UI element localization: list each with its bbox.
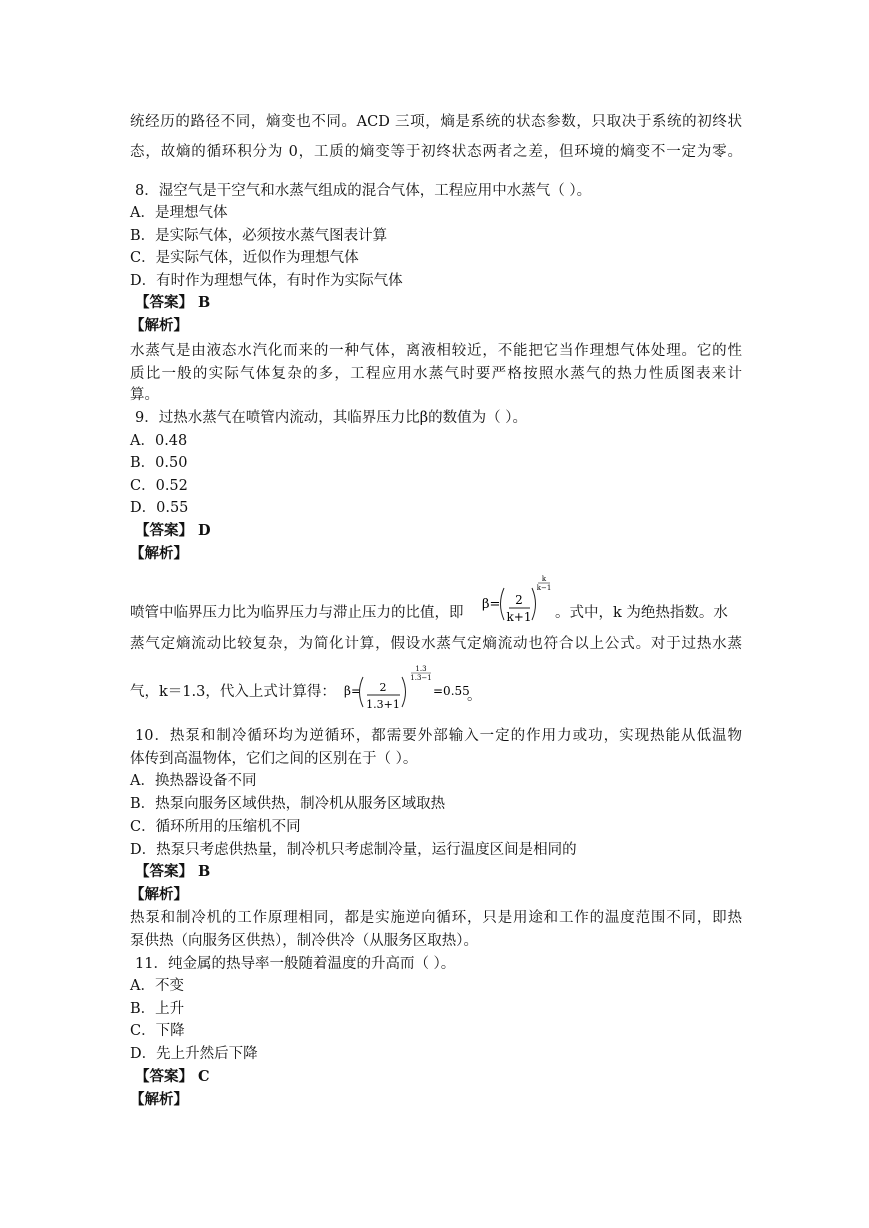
analysis-label: 【解析】	[130, 886, 188, 903]
formula-numerator: 2	[379, 681, 387, 694]
analysis-text: 。式中，k 为绝热指数。水	[555, 605, 728, 621]
analysis-text: 水蒸气是由液态水汽化而来的一种气体，离液相较近，不能把它当作理想气体处理。它的性	[130, 343, 742, 359]
option-c: C．0.52	[130, 478, 188, 494]
option-c: C．是实际气体，近似作为理想气体	[130, 250, 359, 266]
formula-exponent-numerator: 1.3	[415, 665, 427, 673]
option-d: D．有时作为理想气体，有时作为实际气体	[130, 273, 403, 289]
question-11: 11．纯金属的热导率一般随着温度的升高而（ ）。	[135, 956, 456, 972]
analysis-text: 气，k＝1.3，代入上式计算得：	[130, 684, 336, 700]
option-a: A．0.48	[130, 433, 188, 449]
analysis-label: 【解析】	[130, 545, 188, 562]
option-d: D．先上升然后下降	[130, 1046, 258, 1062]
formula-lhs: β=	[344, 684, 361, 698]
option-b: B．热泵向服务区域供热，制冷机从服务区域取热	[130, 796, 446, 812]
answer-label: 【答案】 B	[135, 863, 211, 880]
option-a: A．是理想气体	[130, 205, 228, 221]
question-9: 9．过热水蒸气在喷管内流动，其临界压力比β的数值为（ ）。	[135, 410, 527, 426]
analysis-label: 【解析】	[130, 317, 188, 334]
calculation-formula	[344, 664, 474, 716]
formula-denominator: k+1	[506, 610, 532, 624]
question-8: 8．湿空气是干空气和水蒸气组成的混合气体，工程应用中水蒸气（ ）。	[135, 183, 592, 199]
analysis-label: 【解析】	[130, 1091, 188, 1108]
option-b: B．是实际气体，必须按水蒸气图表计算	[130, 228, 388, 244]
answer-label: 【答案】 B	[135, 294, 211, 311]
option-b: B．0.50	[130, 455, 188, 471]
option-d: D．0.55	[130, 500, 189, 516]
formula-exponent-denominator: 1.3−1	[410, 674, 432, 682]
formula-lhs: β=	[482, 597, 501, 612]
formula-exponent-denominator: k−1	[536, 584, 552, 592]
analysis-text: 热泵和制冷机的工作原理相同，都是实施逆向循环，只是用途和工作的温度范围不同，即热	[130, 910, 742, 926]
option-a: A．换热器设备不同	[130, 773, 257, 789]
formula-numerator: 2	[515, 593, 523, 607]
option-a: A．不变	[130, 978, 184, 994]
analysis-text: 。	[467, 688, 482, 704]
analysis-text: 质比一般的实际气体复杂的多，工程应用水蒸气时要严格按照水蒸气的热力性质图表来计	[130, 366, 742, 382]
question-10-cont: 体传到高温物体，它们之间的区别在于（ ）。	[130, 751, 418, 767]
paragraph-line: 统经历的路径不同，熵变也不同。ACD 三项，熵是系统的状态参数，只取决于系统的初终状	[130, 114, 742, 130]
analysis-text: 算。	[130, 387, 159, 403]
option-d: D．热泵只考虑供热量，制冷机只考虑制冷量，运行温度区间是相同的	[130, 842, 577, 858]
paragraph-line: 态，故熵的循环积分为 0，工质的熵变等于初终状态两者之差，但环境的熵变不一定为零。	[130, 144, 742, 160]
option-c: C．循环所用的压缩机不同	[130, 819, 301, 835]
formula-result: =0.55	[433, 684, 470, 698]
formula-denominator: 1.3+1	[366, 698, 400, 711]
option-b: B．上升	[130, 1001, 185, 1017]
answer-label: 【答案】 C	[135, 1068, 210, 1085]
analysis-text: 泵供热（向服务区供热），制冷供冷（从服务区取热）。	[130, 933, 478, 949]
formula-exponent-numerator: k	[541, 575, 547, 583]
question-10: 10．热泵和制冷循环均为逆循环，都需要外部输入一定的作用力或功，实现热能从低温物	[135, 728, 742, 744]
analysis-text: 喷管中临界压力比为临界压力与滞止压力的比值，即	[130, 605, 464, 621]
option-c: C．下降	[130, 1023, 185, 1039]
analysis-text: 蒸气定熵流动比较复杂，为简化计算，假设水蒸气定熵流动也符合以上公式。对于过热水蒸	[130, 636, 742, 652]
critical-pressure-ratio-formula	[482, 574, 562, 630]
answer-label: 【答案】 D	[135, 522, 211, 539]
